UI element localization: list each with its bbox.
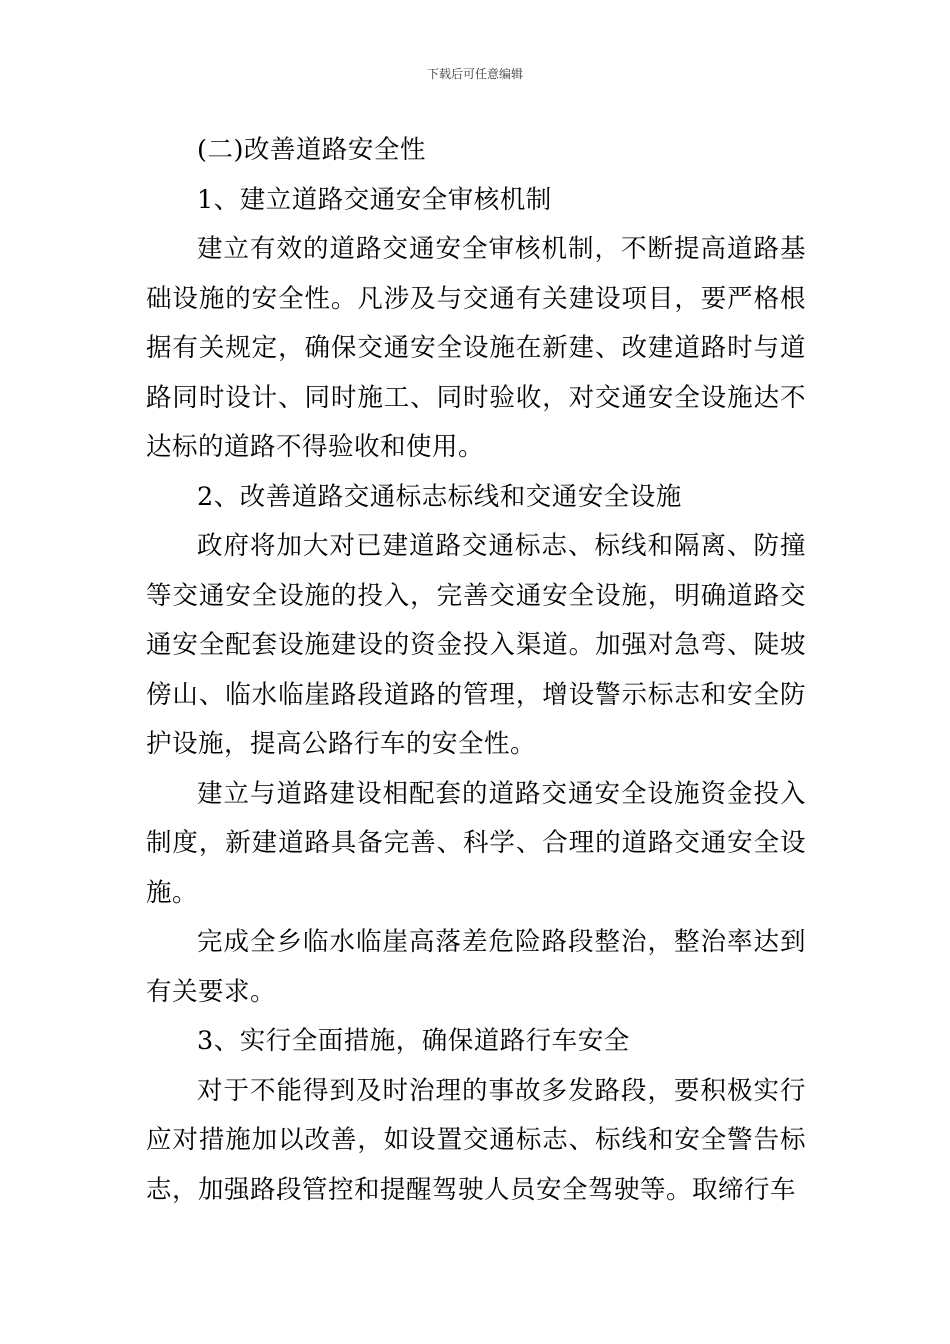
download-note: 下载后可任意编辑 xyxy=(426,67,523,81)
subheading-1: 1、建立道路交通安全审核机制 xyxy=(197,184,552,215)
document-body xyxy=(146,126,806,1215)
subheading-3: 3、实行全面措施，确保道路行车安全 xyxy=(197,1026,630,1056)
paragraph-4: 完成全乡临水临崖高落差危险路段整治，整治率达到有关要求。 xyxy=(146,927,806,1007)
paragraph-5: 对于不能得到及时治理的事故多发路段，要积极实行应对措施加以改善，如设置交通标志、标线和安全警告标志，加强路段管控和提醒驾驶人员安全驾驶等。取缔行车 xyxy=(146,1075,806,1205)
paragraph-2: 政府将加大对已建道路交通标志、标线和隔离、防撞等交通安全设施的投入，完善交通安全设施，明确道路交通安全配套设施建设的资金投入渠道。加强对急弯、陡坡傍山、临水临崖路段道路的管理，增设警示标志和安全防护设施，提高公路行车的安全性。 xyxy=(146,531,806,759)
paragraph-1: 建立有效的道路交通安全审核机制，不断提高道路基础设施的安全性。凡涉及与交通有关建设项目，要严格根据有关规定，确保交通安全设施在新建、改建道路时与道路同时设计、同时施工、同时验收，对交通安全设施达不达标的道路不得验收和使用。 xyxy=(146,234,806,462)
subheading-2: 2、改善道路交通标志标线和交通安全设施 xyxy=(197,481,682,512)
section-title: (二)改善道路安全性 xyxy=(197,135,426,165)
paragraph-3: 建立与道路建设相配套的道路交通安全设施资金投入制度，新建道路具备完善、科学、合理的道路交通安全设施。 xyxy=(146,778,806,908)
